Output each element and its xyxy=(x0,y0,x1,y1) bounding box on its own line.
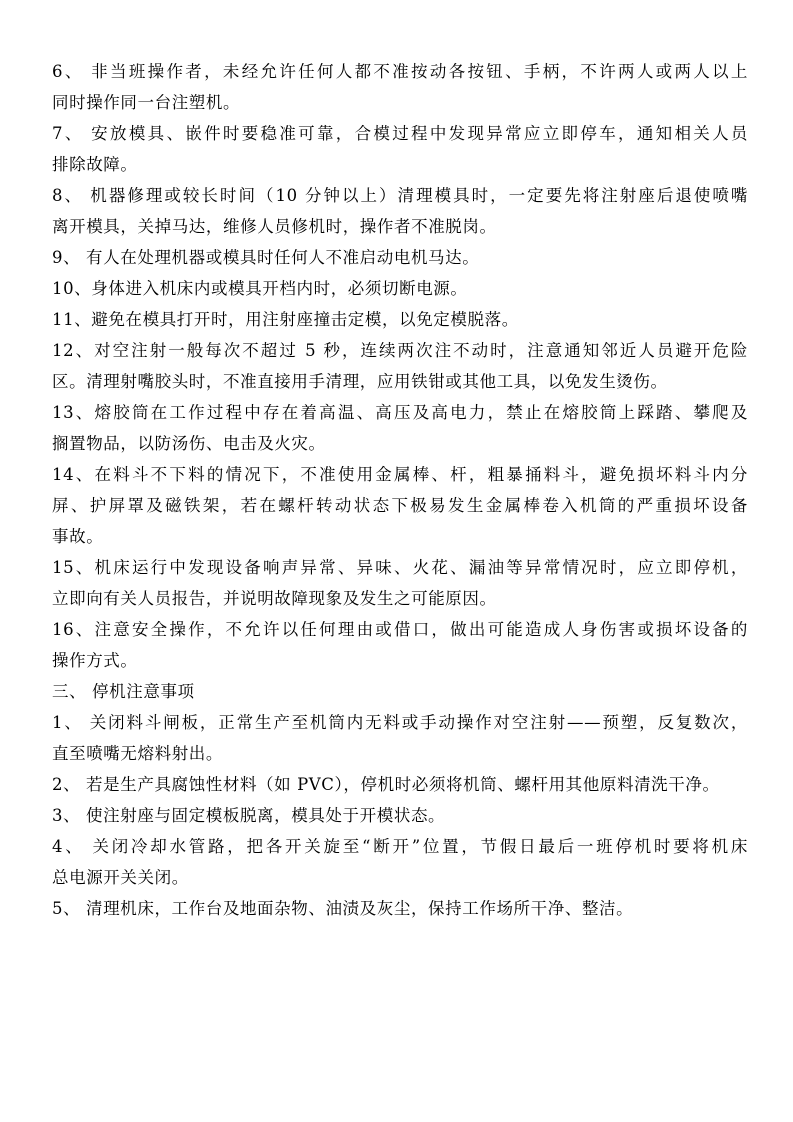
text-line: 屏、护屏罩及磁铁架，若在螺杆转动状态下极易发生金属棒卷入机筒的严重损坏设备 xyxy=(52,496,748,515)
rule-item-7 xyxy=(52,118,748,180)
shutdown-item-3 xyxy=(52,800,748,831)
text-line: 15、机床运行中发现设备响声异常、异味、火花、漏油等异常情况时，应立即停机， xyxy=(52,558,748,577)
rule-item-11 xyxy=(52,304,748,335)
text-line: 7、 安放模具、嵌件时要稳准可靠，合模过程中发现异常应立即停车，通知相关人员 xyxy=(52,124,748,143)
rule-item-12 xyxy=(52,335,748,397)
rule-item-14 xyxy=(52,459,748,552)
text-line: 6、 非当班操作者，未经允许任何人都不准按动各按钮、手柄，不许两人或两人以上 xyxy=(52,62,748,81)
text-line: 16、注意安全操作，不允许以任何理由或借口，做出可能造成人身伤害或损坏设备的 xyxy=(52,620,748,639)
document-page xyxy=(52,56,748,924)
text-line: 9、 有人在处理机器或模具时任何人不准启动电机马达。 xyxy=(52,248,480,267)
text-line: 2、 若是生产具腐蚀性材料（如 PVC），停机时必须将机筒、螺杆用其他原料清洗干净。 xyxy=(52,775,720,794)
section-heading-text: 三、 停机注意事项 xyxy=(52,682,195,701)
text-line: 13、熔胶筒在工作过程中存在着高温、高压及高电力，禁止在熔胶筒上踩踏、攀爬及 xyxy=(52,403,748,422)
text-line: 操作方式。 xyxy=(52,651,138,670)
shutdown-item-4 xyxy=(52,831,748,893)
rule-item-6 xyxy=(52,56,748,118)
text-line: 8、 机器修理或较长时间（10 分钟以上）清理模具时，一定要先将注射座后退使喷嘴 xyxy=(52,186,748,205)
text-line: 3、 使注射座与固定模板脱离，模具处于开模状态。 xyxy=(52,806,446,825)
text-line: 搁置物品，以防汤伤、电击及火灾。 xyxy=(52,434,326,453)
text-line: 总电源开关关闭。 xyxy=(52,868,189,887)
text-line: 11、避免在模具打开时，用注射座撞击定模，以免定模脱落。 xyxy=(52,310,519,329)
text-line: 区。清理射嘴胶头时，不准直接用手清理，应用铁钳或其他工具，以免发生烫伤。 xyxy=(52,372,668,391)
rule-item-15 xyxy=(52,552,748,614)
text-line: 5、 清理机床，工作台及地面杂物、油渍及灰尘，保持工作场所干净、整洁。 xyxy=(52,899,634,918)
text-line: 10、身体进入机床内或模具开档内时，必须切断电源。 xyxy=(52,279,468,298)
shutdown-item-2 xyxy=(52,769,748,800)
rule-item-16 xyxy=(52,614,748,676)
text-line: 直至喷嘴无熔料射出。 xyxy=(52,744,223,763)
rule-item-10 xyxy=(52,273,748,304)
text-line: 事故。 xyxy=(52,527,104,546)
shutdown-item-5 xyxy=(52,893,748,924)
text-line: 4、 关闭冷却水管路，把各开关旋至“断开”位置，节假日最后一班停机时要将机床 xyxy=(52,837,748,856)
text-line: 12、对空注射一般每次不超过 5 秒，连续两次注不动时，注意通知邻近人员避开危险 xyxy=(52,341,748,360)
text-line: 1、 关闭料斗闸板，正常生产至机筒内无料或手动操作对空注射——预塑，反复数次， xyxy=(52,713,748,732)
shutdown-item-1 xyxy=(52,707,748,769)
text-line: 立即向有关人员报告，并说明故障现象及发生之可能原因。 xyxy=(52,589,497,608)
text-line: 14、在料斗不下料的情况下，不准使用金属棒、杆，粗暴捅料斗，避免损坏料斗内分 xyxy=(52,465,748,484)
text-line: 离开模具，关掉马达，维修人员修机时，操作者不准脱岗。 xyxy=(52,217,497,236)
rule-item-13 xyxy=(52,397,748,459)
text-line: 排除故障。 xyxy=(52,155,138,174)
rule-item-8 xyxy=(52,180,748,242)
rule-item-9 xyxy=(52,242,748,273)
text-line: 同时操作同一台注塑机。 xyxy=(52,93,241,112)
section-heading xyxy=(52,676,748,707)
